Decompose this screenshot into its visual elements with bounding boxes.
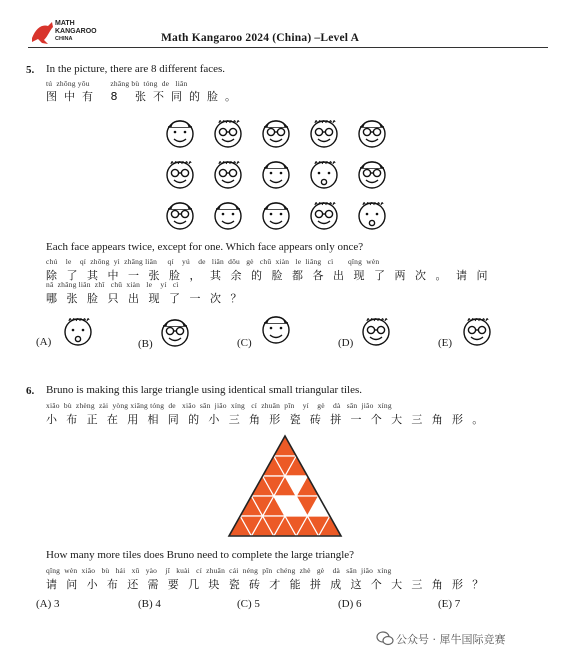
question-6-intro-pinyin: xiǎo bù zhèng zài yòng xiāng tóng de xiǎo sān jiǎo xíng cí zhuān pīn yí gè dà sān jiǎo xíng (46, 401, 392, 410)
option-a-label[interactable]: (A) (36, 336, 52, 348)
math-kangaroo-logo (28, 18, 108, 48)
question-5-intro-pinyin: tú zhōng yǒu zhāng bù tóng de liǎn (46, 79, 188, 88)
option-d-label[interactable]: (D) (338, 337, 354, 349)
option-b-value: 4 (155, 598, 161, 610)
question-5-intro: In the picture, there are 8 different faces. (46, 63, 226, 75)
option-c-value: 5 (254, 598, 260, 610)
question-6-intro-chinese: 小布正在用相同的小三角形瓷砖拼一个大三角形。 (46, 413, 493, 426)
option-e-value: 7 (454, 598, 461, 610)
option-a-label: (A) (36, 598, 52, 610)
face-icon (215, 121, 241, 147)
option-c-face-icon[interactable] (258, 310, 294, 346)
page-header-title: Math Kangaroo 2024 (China) –Level A (161, 32, 360, 44)
kangaroo-logo-icon (28, 18, 58, 46)
option-e-label: (E) (438, 598, 453, 610)
tile-triangle-figure (225, 433, 345, 539)
face-icon (263, 203, 289, 229)
question-6-text: How many more tiles does Bruno need to complete the large triangle? (46, 549, 355, 561)
face-icon (359, 162, 385, 188)
face-icon (263, 162, 289, 188)
face-icon (263, 121, 289, 147)
question-5-pinyin-line2: nǎ zhāng liǎn zhǐ chū xiàn le yí cì (46, 280, 179, 289)
wechat-icon (376, 631, 394, 646)
faces-grid (160, 112, 400, 232)
question-5-chinese-line1: 除了其中一张脸，其余的脸都各出现了两次。请问 (46, 269, 497, 282)
question-5-number: 5. (26, 64, 35, 76)
question-6-number: 6. (26, 385, 35, 397)
question-5-pinyin-line1: chú le qí zhōng yì zhāng liǎn qí yú de liǎn dōu gè chū xiàn le liǎng cì qǐng wèn (46, 257, 380, 266)
face-icon (359, 203, 385, 229)
question-6-pinyin: qǐng wèn xiǎo bù hái xū yào jǐ kuài cí zhuān cái néng pīn chéng zhè gè dà sān jiǎo xíng (46, 566, 392, 575)
watermark-text: 公众号 · 犀牛国际竞赛 (396, 633, 506, 646)
question-5-intro-chinese: 图中有 8 张不同的脸。 (46, 90, 243, 103)
face-icon (167, 121, 193, 147)
question-5-text: Each face appears twice, except for one. Which face appears only once? (46, 241, 364, 253)
option-a-face-icon[interactable] (60, 312, 96, 348)
triangle-tile (274, 436, 296, 456)
option-e-face-icon[interactable] (459, 312, 495, 348)
face-icon (215, 162, 241, 188)
face-icon (359, 121, 385, 147)
face-icon (311, 162, 337, 188)
face-icon (167, 162, 193, 188)
face-icon (167, 203, 193, 229)
option-d-label: (D) (338, 598, 354, 610)
option-c-label: (C) (237, 598, 252, 610)
option-a[interactable] (36, 598, 60, 610)
option-b-face-icon[interactable] (157, 313, 193, 349)
face-icon (215, 203, 241, 229)
question-6-chinese: 请问小布还需要几块瓷砖才能拼成这个大三角形？ (46, 578, 493, 591)
option-c[interactable] (237, 598, 260, 610)
logo-text-kangaroo: KANGAROO (55, 28, 97, 35)
option-b-label[interactable]: (B) (138, 338, 153, 350)
face-icon (311, 121, 337, 147)
option-d[interactable] (338, 598, 362, 610)
option-d-value: 6 (356, 598, 362, 610)
question-6-intro: Bruno is making this large triangle using identical small triangular tiles. (46, 384, 362, 396)
logo-text-math: MATH (55, 20, 75, 27)
option-e[interactable] (438, 598, 460, 610)
option-b-label: (B) (138, 598, 153, 610)
option-a-value: 3 (54, 598, 60, 610)
logo-text-china: CHINA (55, 36, 73, 42)
header-rule (28, 47, 548, 48)
option-e-label[interactable]: (E) (438, 337, 453, 349)
option-b[interactable] (138, 598, 161, 610)
question-5-chinese-line2: 哪张脸只出现了一次？ (46, 292, 251, 305)
face-icon (311, 203, 337, 229)
option-d-face-icon[interactable] (358, 312, 394, 348)
option-c-label[interactable]: (C) (237, 337, 252, 349)
